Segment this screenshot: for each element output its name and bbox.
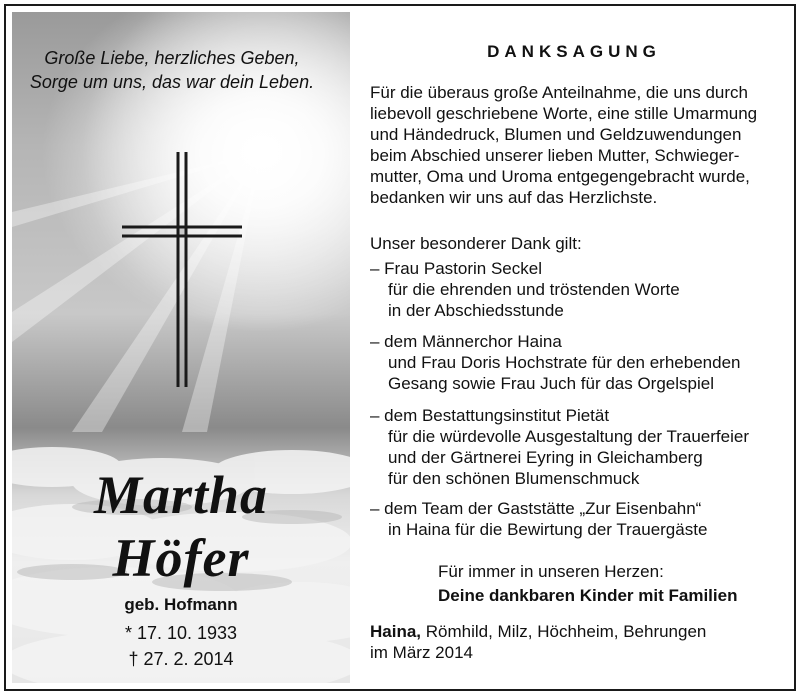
item-line: in Haina für die Bewirtung der Trauergäste — [388, 520, 708, 539]
place-and-date — [370, 621, 706, 663]
item-line: – dem Bestattungsinstitut Pietät — [370, 406, 610, 425]
place-line — [370, 621, 706, 642]
verse — [12, 46, 332, 94]
paragraph-line: liebevoll geschriebene Worte, eine stille Umarmung — [370, 104, 758, 123]
place-bold: Haina, — [370, 622, 422, 641]
verse-line: Große Liebe, herzliches Geben, — [44, 48, 300, 68]
deceased-last-name: Höfer — [112, 528, 250, 588]
item-line: – dem Team der Gaststätte „Zur Eisenbahn“ — [370, 499, 702, 518]
place-rest: Römhild, Milz, Höchheim, Behrungen — [421, 622, 707, 641]
item-line: – dem Männerchor Haina — [370, 332, 562, 351]
birth-name: geb. Hofmann — [124, 595, 238, 614]
deceased-first-name: Martha — [93, 465, 269, 525]
item-line: in der Abschiedsstunde — [388, 301, 564, 320]
thanks-item — [370, 498, 707, 540]
paragraph-line: mutter, Oma und Uroma entgegengebracht wurde, — [370, 167, 750, 186]
item-line: für die würdevolle Ausgestaltung der Trauerfeier — [388, 427, 749, 446]
thanks-item — [370, 258, 680, 321]
paragraph-line: und Händedruck, Blumen und Geldzuwendungen — [370, 125, 742, 144]
paragraph-line: bedanken wir uns auf das Herzlichste. — [370, 188, 658, 207]
obituary-frame — [4, 4, 796, 691]
item-line: für die ehrenden und tröstenden Worte — [388, 280, 680, 299]
thanks-item — [370, 331, 740, 394]
paragraph-line: Für die überaus große Anteilnahme, die uns durch — [370, 83, 749, 102]
thanks-intro: Unser besonderer Dank gilt: — [370, 234, 582, 253]
verse-line: Sorge um uns, das war dein Leben. — [29, 72, 315, 92]
cross-icon — [112, 152, 242, 392]
signature: Deine dankbaren Kinder mit Familien — [438, 586, 738, 605]
date-line: im März 2014 — [370, 643, 473, 662]
closing-line: Für immer in unseren Herzen: — [438, 562, 664, 581]
thanks-text-panel — [368, 12, 788, 683]
heading: DANKSAGUNG — [487, 42, 661, 61]
item-line: und der Gärtnerei Eyring in Gleichamberg — [388, 448, 703, 467]
item-line: für den schönen Blumenschmuck — [388, 469, 640, 488]
item-line: und Frau Doris Hochstrate für den erhebenden — [388, 353, 741, 372]
death-date: † 27. 2. 2014 — [128, 649, 234, 669]
item-line: Gesang sowie Frau Juch für das Orgelspiel — [388, 374, 714, 393]
thanks-paragraph — [370, 82, 782, 208]
birth-date: * 17. 10. 1933 — [124, 623, 238, 643]
item-line: – Frau Pastorin Seckel — [370, 259, 542, 278]
paragraph-line: beim Abschied unserer lieben Mutter, Schwieger- — [370, 146, 740, 165]
memorial-image-panel — [12, 12, 350, 683]
thanks-item — [370, 405, 749, 489]
closing — [438, 560, 737, 608]
